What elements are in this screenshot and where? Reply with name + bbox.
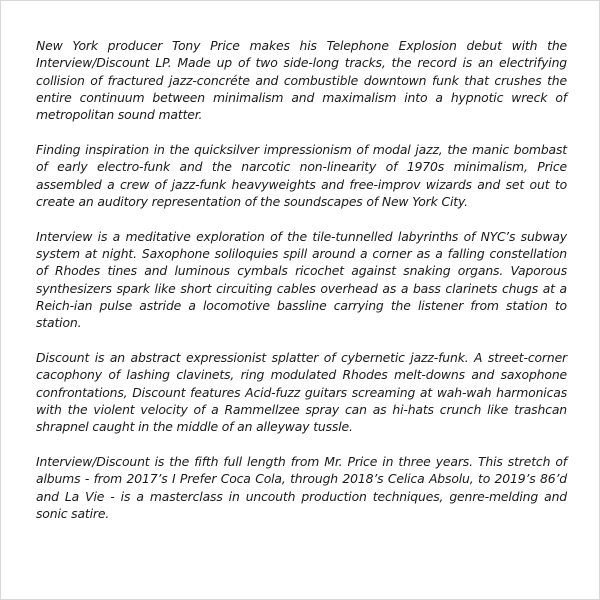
paragraph-intro: New York producer Tony Price makes his Telephone Explosion debut with the Interview/Discount LP. Made up of two side-long tracks, the record is an electrifying collision of fractured jazz-concréte and combustible downtown funk that crushes the entire continuum between minimalism and maximalism into a hypnotic wreck of metropolitan sound matter. (36, 38, 567, 123)
liner-notes-text (36, 37, 567, 522)
paragraph-discount: Discount is an abstract expressionist splatter of cybernetic jazz-funk. A street-corner cacophony of lashing clavinets, ring modulated Rhodes melt-downs and saxophone confrontations, Discount features Acid-fuzz guitars screaming at wah-wah harmonicas with the violent velocity of a Rammellzee spray can as hi-hats crunch like trashcan shrapnel caught in the middle of an alleyway tussle. (36, 349, 567, 435)
paragraph-inspiration: Finding inspiration in the quicksilver impressionism of modal jazz, the manic bombast of early electro-funk and the narcotic non-linearity of 1970s minimalism, Price assembled a crew of jazz-funk heavyweights and free-improv wizards and set out to create an auditory representation of the soundscapes of New York City. (36, 141, 567, 209)
paragraph-discography: Interview/Discount is the fifth full length from Mr. Price in three years. This stretch of albums - from 2017’s I Prefer Coca Cola, through 2018’s Celica Absolu, to 2019’s 86’d and La Vie - is a masterclass in uncouth production techniques, genre-melding and sonic satire. (36, 453, 567, 521)
paragraph-interview: Interview is a meditative exploration of the tile-tunnelled labyrinths of NYC’s subway system at night. Saxophone soliloquies spill around a corner as a falling constellation of Rhodes tines and luminous cymbals ricochet against snaking organs. Vaporous synthesizers spark like short circuiting cables overhead as a bass clarinets chugs at a Reich-ian pulse astride a locomotive bassline carrying the listener from station to station. (36, 228, 567, 331)
